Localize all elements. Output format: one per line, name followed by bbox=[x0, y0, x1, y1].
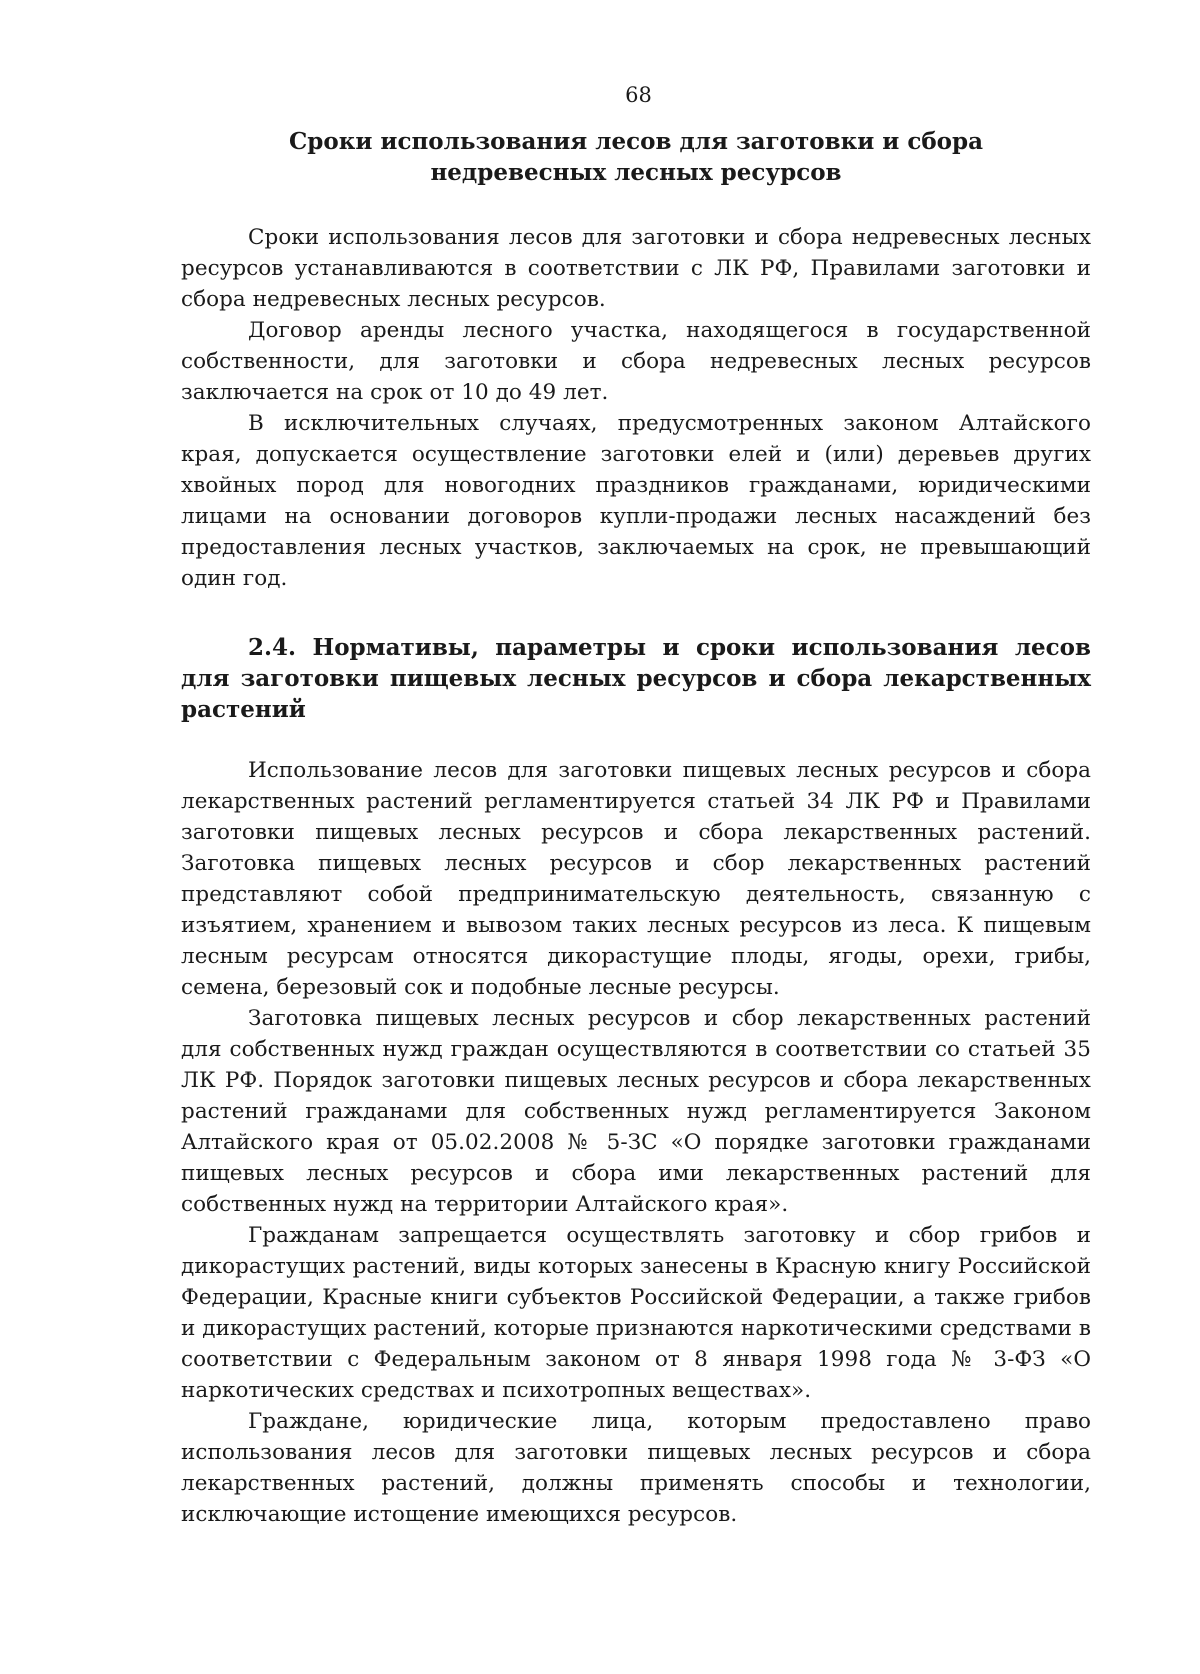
paragraph-lease-contract: Договор аренды лесного участка, находящегося в государственной собственности, для заготовки и сбора недревесных лесных ресурсов заключается на срок от 10 до 49 лет. bbox=[181, 318, 1091, 405]
paragraph-exceptional-cases: В исключительных случаях, предусмотренных законом Алтайского края, допускается осуществление заготовки елей и (или) деревьев других хвойных пород для новогодних праздников гражданами, юридическими лицами на основании договоров купли-продажи лесных насаждений без предоставления лесных участков, заключаемых на срок, не превышающий один год. bbox=[181, 411, 1091, 591]
paragraph-terms: Сроки использования лесов для заготовки и сбора недревесных лесных ресурсов устанавливаются в соответствии с ЛК РФ, Правилами заготовки и сбора недревесных лесных ресурсов. bbox=[181, 225, 1091, 312]
section-heading-2-4: 2.4. Нормативы, параметры и сроки использования лесов для заготовки пищевых лесных ресурсов и сбора лекарственных растений bbox=[181, 634, 1091, 723]
paragraph-prohibition: Гражданам запрещается осуществлять заготовку и сбор грибов и дикорастущих растений, виды которых занесены в Красную книгу Российской Федерации, Красные книги субъектов Российской Федерации, а также грибов и дикорастущих растений, которые признаются наркотическими средствами в соответствии с Федеральным законом от 8 января 1998 года № 3-ФЗ «О наркотических средствах и психотропных веществах». bbox=[181, 1223, 1091, 1403]
paragraph-food-resources-use: Использование лесов для заготовки пищевых лесных ресурсов и сбора лекарственных растений регламентируется статьей 34 ЛК РФ и Правилами заготовки пищевых лесных ресурсов и сбора лекарственных растений. Заготовка пищевых лесных ресурсов и сбор лекарственных растений представляют собой предпринимательскую деятельность, связанную с изъятием, хранением и вывозом таких лесных ресурсов из леса. К пищевым лесным ресурсам относятся дикорастущие плоды, ягоды, орехи, грибы, семена, березовый сок и подобные лесные ресурсы. bbox=[181, 758, 1091, 1000]
section-title-line-2: недревесных лесных ресурсов bbox=[430, 159, 842, 186]
document-page bbox=[181, 70, 1091, 1650]
section-title-line-1: Сроки использования лесов для заготовки и сбора bbox=[289, 128, 983, 155]
page-number: 68 bbox=[625, 83, 652, 107]
paragraph-technologies: Граждане, юридические лица, которым предоставлено право использования лесов для заготовки пищевых лесных ресурсов и сбора лекарственных растений, должны применять способы и технологии, исключающие истощение имеющихся ресурсов. bbox=[181, 1409, 1091, 1527]
section-title bbox=[181, 126, 1091, 188]
paragraph-own-needs: Заготовка пищевых лесных ресурсов и сбор лекарственных растений для собственных нужд граждан осуществляются в соответствии со статьей 35 ЛК РФ. Порядок заготовки пищевых лесных ресурсов и сбора лекарственных растений гражданами для собственных нужд регламентируется Законом Алтайского края от 05.02.2008 № 5-ЗС «О порядке заготовки гражданами пищевых лесных ресурсов и сбора ими лекарственных растений для собственных нужд на территории Алтайского края». bbox=[181, 1006, 1091, 1217]
